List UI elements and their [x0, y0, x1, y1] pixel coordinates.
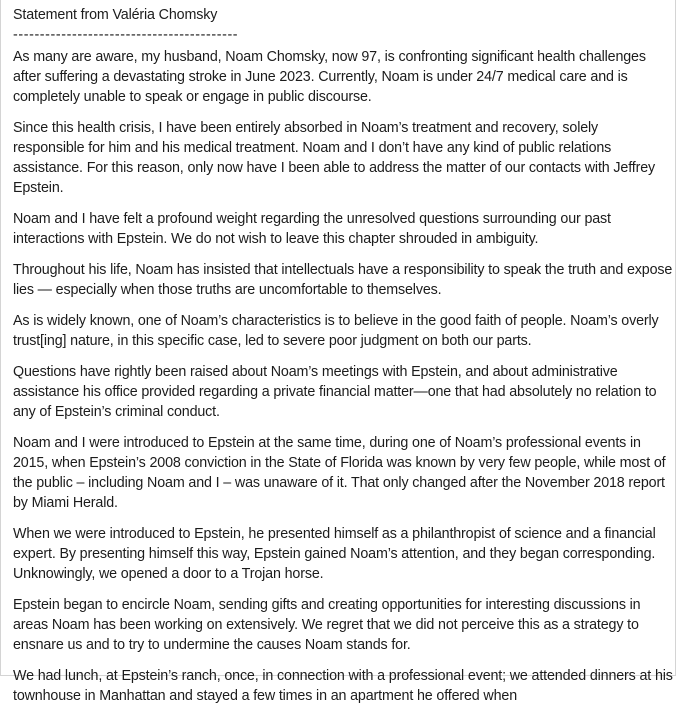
divider-line: ------------------------------------------	[13, 27, 239, 43]
paragraph: Noam and I have felt a profound weight regarding the unresolved questions surrounding our past interactions with Epstein. We do not wish to leave this chapter shrouded in ambiguity.	[13, 211, 611, 247]
paragraph: Epstein began to encircle Noam, sending gifts and creating opportunities for interesting discussions in areas Noam has been working on extensively. We regret that we did not perceive this as a strategy to ensnare us and to try to undermine the causes Noam stands for.	[13, 597, 641, 653]
paragraph: Since this health crisis, I have been entirely absorbed in Noam’s treatment and recovery, solely responsible for him and his medical treatment. Noam and I don’t have any kind of public relations assistance. For this reason, only now have I been able to address the matter of our contacts with Jeffrey Epstein.	[13, 120, 655, 196]
paragraph: As many are aware, my husband, Noam Chomsky, now 97, is confronting significant health challenges after suffering a devastating stroke in June 2023. Currently, Noam is under 24/7 medical care and is completely unable to speak or engage in public discourse.	[13, 49, 646, 105]
paragraph: Throughout his life, Noam has insisted that intellectuals have a responsibility to speak the truth and expose lies — especially when those truths are uncomfortable to themselves.	[13, 262, 673, 298]
paragraph: We had lunch, at Epstein’s ranch, once, in connection with a professional event; we attended dinners at his townhouse in Manhattan and stayed a few times in an apartment he offered when	[13, 668, 673, 704]
statement-title: Statement from Valéria Chomsky	[13, 7, 218, 23]
paragraph: When we were introduced to Epstein, he presented himself as a philanthropist of science and a financial expert. By presenting himself this way, Epstein gained Noam’s attention, and they began corresponding. Unknowingly, we opened a door to a Trojan horse.	[13, 526, 656, 582]
statement-body	[13, 5, 673, 717]
paragraph: Noam and I were introduced to Epstein at the same time, during one of Noam’s professional events in 2015, when Epstein’s 2008 conviction in the State of Florida was known by very few people, while most of the public – including Noam and I – was unaware of it. That only changed after the November 2018 report by Miami Herald.	[13, 435, 666, 511]
paragraph: Questions have rightly been raised about Noam’s meetings with Epstein, and about administrative assistance his office provided regarding a private financial matter—one that had absolutely no relation to any of Epstein’s criminal conduct.	[13, 364, 657, 420]
paragraph: As is widely known, one of Noam’s characteristics is to believe in the good faith of people. Noam’s overly trust[ing] nature, in this specific case, led to severe poor judgment on both our parts.	[13, 313, 659, 349]
